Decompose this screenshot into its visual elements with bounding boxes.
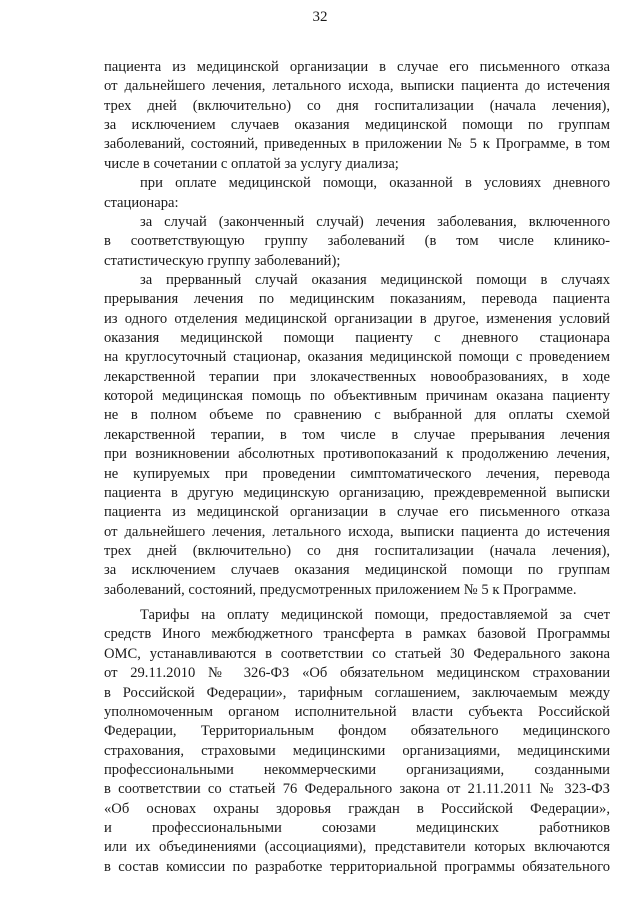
text-line: средств Иного межбюджетного трансферта в рамках базовой Программы xyxy=(104,626,610,643)
text-line: лекарственной терапии, в том числе в случае прерывания лечения xyxy=(104,426,610,443)
text-line: из одного отделения медицинской организации в другое, изменения условий xyxy=(104,310,610,327)
text-line: от дальнейшего лечения, летального исхода, выписки пациента до истечения xyxy=(104,78,610,95)
text-line: ОМС, устанавливаются в соответствии со статьей 30 Федерального закона xyxy=(104,645,610,662)
text-line: лекарственной терапии при злокачественных новообразованиях, в ходе xyxy=(104,368,610,385)
text-line: стационара: xyxy=(104,194,179,211)
text-line: прерывания лечения по медицинским показаниям, перевода пациента xyxy=(104,291,610,308)
text-line: трех дней (включительно) со дня госпитализации (начала лечения), xyxy=(104,97,610,114)
text-line: профессиональными некоммерческими организациями, созданными xyxy=(104,761,610,778)
text-line: страхования, страховыми медицинскими организациями, медицинскими xyxy=(104,742,610,759)
text-line: статистическую группу заболеваний); xyxy=(104,252,341,269)
text-line: в Российской Федерации», тарифным соглашением, заключаемым между xyxy=(104,684,610,701)
text-line: за прерванный случай оказания медицинской помощи в случаях xyxy=(140,271,610,288)
document-body xyxy=(104,58,610,877)
text-line: от дальнейшего лечения, летального исхода, выписки пациента до истечения xyxy=(104,523,610,540)
text-line: в соответствии со статьей 76 Федерального закона от 21.11.2011 № 323-ФЗ xyxy=(104,781,610,798)
text-line: которой медицинская помощь по объективным причинам оказана пациенту xyxy=(104,388,610,405)
text-line: при оплате медицинской помощи, оказанной в условиях дневного xyxy=(140,175,610,192)
text-line: не купируемых при проведении симптоматического лечения, перевода xyxy=(104,465,610,482)
text-line: трех дней (включительно) со дня госпитализации (начала лечения), xyxy=(104,542,610,559)
text-line: пациента из медицинской организации в случае его письменного отказа xyxy=(104,59,610,75)
text-line: пациента из медицинской организации в случае его письменного отказа xyxy=(104,504,610,521)
text-line: за исключением случаев оказания медицинской помощи по группам xyxy=(104,562,610,579)
text-line: за случай (законченный случай) лечения заболевания, включенного xyxy=(140,213,610,230)
text-line: или их объединениями (ассоциациями), представители которых включаются xyxy=(104,839,610,856)
text-line: оказания медицинской помощи пациенту с дневного стационара xyxy=(104,330,610,347)
text-line: не в полном объеме по сравнению с выбранной для оплаты схемой xyxy=(104,407,610,424)
text-line: Федерации, Территориальным фондом обязательного медицинского xyxy=(104,723,610,740)
text-line: при возникновении абсолютных противопоказаний к продолжению лечения, xyxy=(104,446,610,463)
page-number: 32 xyxy=(312,9,328,25)
text-line: числе в сочетании с оплатой за услугу диализа; xyxy=(104,155,399,172)
text-line: от 29.11.2010 № 326-ФЗ «Об обязательном медицинском страховании xyxy=(104,665,610,682)
text-line: заболеваний, состояний, приведенных в приложении № 5 к Программе, в том xyxy=(104,136,610,153)
text-line: уполномоченным органом исполнительной власти субъекта Российской xyxy=(104,703,610,720)
text-line: заболеваний, состояний, предусмотренных приложением № 5 к Программе. xyxy=(104,581,577,598)
text-line: за исключением случаев оказания медицинской помощи по группам xyxy=(104,117,610,134)
text-line: в соответствующую группу заболеваний (в том числе клинико- xyxy=(104,233,610,250)
text-line: пациента в другую медицинскую организацию, преждевременной выписки xyxy=(104,484,610,501)
text-line: и профессиональными союзами медицинских работников xyxy=(104,820,610,837)
text-line: Тарифы на оплату медицинской помощи, предоставляемой за счет xyxy=(140,607,610,624)
text-line: «Об основах охраны здоровья граждан в Российской Федерации», xyxy=(104,800,610,817)
text-line: в состав комиссии по разработке территориальной программы обязательного xyxy=(104,858,610,875)
text-line: на круглосуточный стационар, оказания медицинской помощи с проведением xyxy=(104,349,610,366)
